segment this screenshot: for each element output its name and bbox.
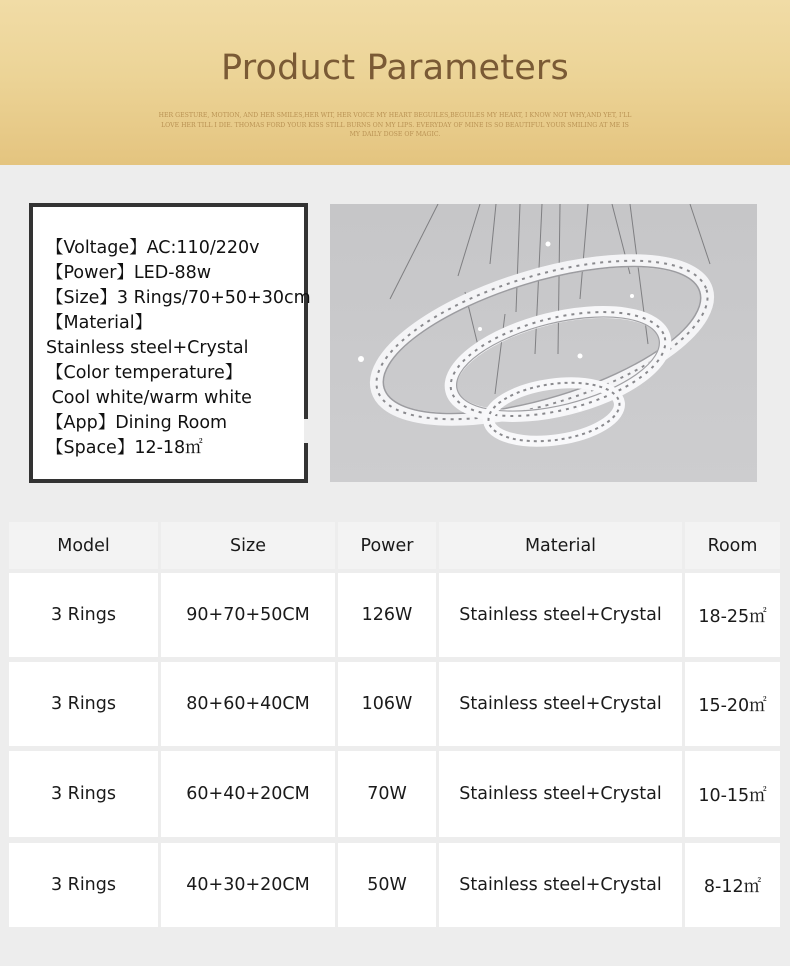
cell-room: 18-25㎡ xyxy=(685,573,780,657)
spec-list xyxy=(46,236,311,461)
cell-material: Stainless steel+Crystal xyxy=(439,662,682,746)
chandelier-illustration xyxy=(330,204,757,482)
header-material: Material xyxy=(439,522,682,569)
table-row xyxy=(9,573,780,657)
cell-power: 70W xyxy=(338,751,436,837)
table-row xyxy=(9,843,780,927)
header-power: Power xyxy=(338,522,436,569)
cell-material: Stainless steel+Crystal xyxy=(439,573,682,657)
title-banner xyxy=(0,0,790,165)
cell-size: 40+30+20CM xyxy=(161,843,335,927)
cell-material: Stainless steel+Crystal xyxy=(439,843,682,927)
spec-box xyxy=(29,203,311,483)
table-row xyxy=(9,662,780,746)
spec-size: 【Size】3 Rings/70+50+30cm xyxy=(46,288,311,308)
cell-size: 90+70+50CM xyxy=(161,573,335,657)
spec-space: 【Space】12-18㎡ xyxy=(46,438,203,458)
chandelier-image xyxy=(330,204,757,482)
page-title: Product Parameters xyxy=(221,48,569,88)
cell-power: 126W xyxy=(338,573,436,657)
cell-power: 106W xyxy=(338,662,436,746)
spec-color-temp-value: Cool white/warm white xyxy=(46,388,252,408)
spec-power: 【Power】LED-88w xyxy=(46,263,212,283)
cell-model: 3 Rings xyxy=(9,573,158,657)
spec-voltage: 【Voltage】AC:110/220v xyxy=(46,238,260,258)
cell-room: 15-20㎡ xyxy=(685,662,780,746)
header-size: Size xyxy=(161,522,335,569)
table-row xyxy=(9,751,780,837)
spec-material-label: 【Material】 xyxy=(46,313,153,333)
cell-power: 50W xyxy=(338,843,436,927)
cell-model: 3 Rings xyxy=(9,662,158,746)
cell-room: 10-15㎡ xyxy=(685,751,780,837)
spec-app: 【App】Dining Room xyxy=(46,413,228,433)
header-model: Model xyxy=(9,522,158,569)
cell-model: 3 Rings xyxy=(9,843,158,927)
cell-size: 60+40+20CM xyxy=(161,751,335,837)
header-room: Room xyxy=(685,522,780,569)
cell-material: Stainless steel+Crystal xyxy=(439,751,682,837)
spec-color-temp-label: 【Color temperature】 xyxy=(46,363,243,383)
cell-model: 3 Rings xyxy=(9,751,158,837)
spec-material-value: Stainless steel+Crystal xyxy=(46,338,249,358)
cell-room: 8-12㎡ xyxy=(685,843,780,927)
table-header-row xyxy=(9,522,780,569)
banner-tagline: HER GESTURE, MOTION, AND HER SMILES,HER WIT, HER VOICE MY HEART BEGUILES,BEGUILES MY HEART, I KNOW NOT WHY,AND YET, I'LL LOVE HER TILL I DIE. THOMAS FORD YOUR KISS STILL BURNS ON MY LIPS. EVERYDAY OF MINE IS SO BEAUTIFUL YOUR SMILING AT ME IS MY DAILY DOSE OF MAGIC. xyxy=(158,112,632,138)
cell-size: 80+60+40CM xyxy=(161,662,335,746)
